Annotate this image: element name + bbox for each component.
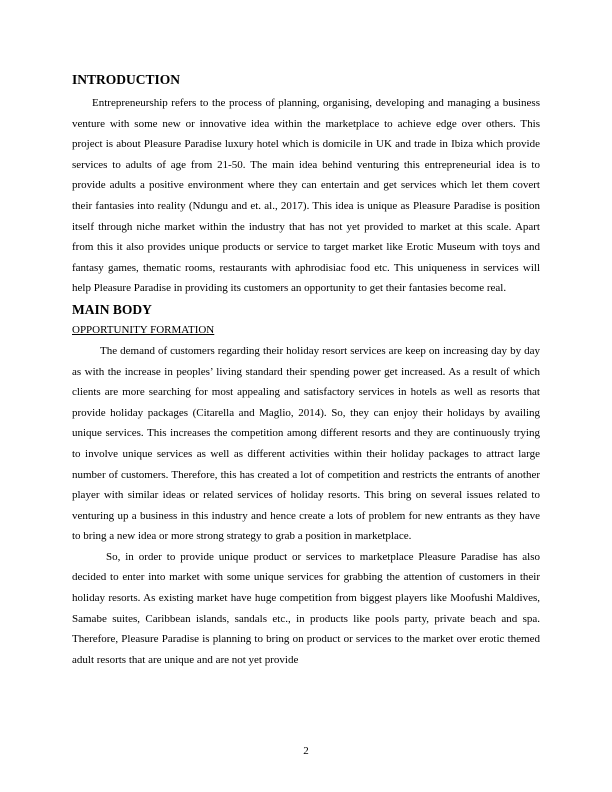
page-number: 2 bbox=[303, 745, 309, 757]
main-body-paragraph-1: The demand of customers regarding their holiday resort services are keep on increasing day by day as with the increase in peoples’ living standard their spending power get increased. As a result of which clients are more searching for most appealing and satisfactory services in hotels as well as resorts that provide holiday packages (Citarella and Maglio, 2014). So, they can enjoy their holidays by availing unique services. This increases the competition among different resorts and they are continuously trying to involve unique services as well as different activities within their holiday packages to attract large number of customers. Therefore, this has created a lot of competition and restricts the entrants of another player with similar ideas or related services of holiday resorts. This bring on several issues related to venturing up a business in this industry and hence create a lots of problem for new entrants as they have to bring a new idea or more strong strategy to grab a position in marketplace. bbox=[72, 344, 540, 543]
main-body-heading: MAIN BODY bbox=[72, 301, 152, 317]
document-page bbox=[72, 72, 540, 670]
main-body-paragraph-2: So, in order to provide unique product or services to marketplace Pleasure Paradise has also decided to enter into market with some unique services for grabbing the attention of customers in their holiday resorts. As existing market have huge competition from biggest players like Moofushi Maldives, Samabe suites, Caribbean islands, sandals etc., in products like pools party, private beach and spa. Therefore, Pleasure Paradise is planning to bring on product or services to the market over erotic themed adult resorts that are unique and are not yet provide bbox=[72, 550, 540, 666]
opportunity-formation-subheading: OPPORTUNITY FORMATION bbox=[72, 323, 215, 336]
introduction-paragraph: Entrepreneurship refers to the process of planning, organising, developing and managing a business venture with some new or innovative idea within the marketplace to achieve edge over others. This project is about Pleasure Paradise luxury hotel which is domicile in UK and trade in Ibiza which provide services to adults of age from 21-50. The main idea behind venturing this entrepreneurial idea is to provide adults a positive environment where they can entertain and get services which let them covert their fantasies into reality (Ndungu and et. al., 2017). This idea is unique as Pleasure Paradise is position itself through niche market within the industry that has not yet provided to market at this scale. Apart from this it also provides unique products or service to target market like Erotic Museum with toys and fantasy games, thematic rooms, restaurants with aphrodisiac food etc. This uniqueness in services will help Pleasure Paradise in providing its customers an opportunity to get their fantasies become real. bbox=[72, 97, 540, 295]
introduction-heading: INTRODUCTION bbox=[72, 72, 181, 87]
